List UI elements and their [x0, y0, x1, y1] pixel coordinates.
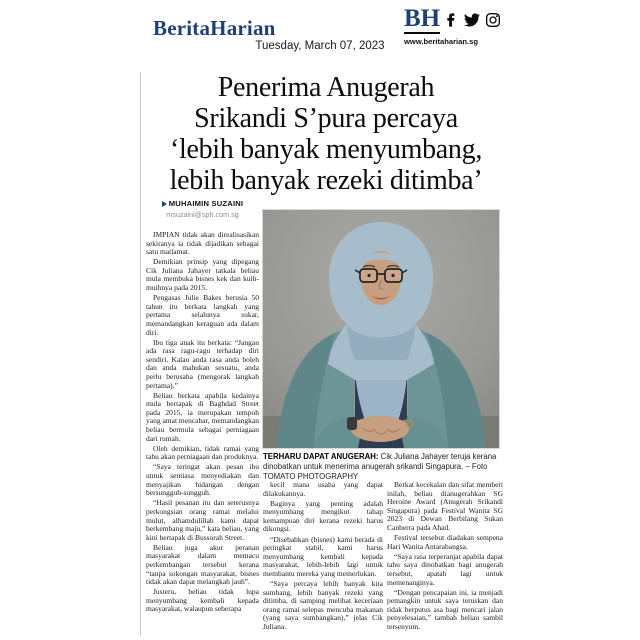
headline-line: ‘lebih banyak menyumbang,	[169, 134, 483, 165]
author-email: msuzaini@sph.com.sg	[166, 210, 239, 219]
photo-caption	[263, 452, 503, 482]
article-paragraph: Demikian prinsip yang dipegang Cik Juliana Jahayer tatkala beliau mula membuka bisnes kek dan kuih-muihnya pada 2015.	[146, 257, 259, 293]
headline-line: lebih banyak rezeki ditimba’	[169, 165, 483, 196]
body-column-middle	[263, 481, 383, 638]
article-paragraph: Oleh demikian, tidak ramai yang tahu akan perniagaan dan produknya.	[146, 443, 259, 462]
article-paragraph: Ibu tiga anak itu berkata: “Jangan ada rasa ragu-ragu terhadap diri sendiri. Kalau anda rasa anda boleh dan anda mahukan sesuatu, anda perlu berusaha (mengorak langkah pertama).”	[146, 337, 259, 390]
bh-logo: BH	[404, 5, 441, 32]
byline-author-row	[146, 199, 259, 208]
column-rule	[140, 72, 141, 636]
article-photo	[263, 210, 499, 448]
headline-line: Srikandi S’pura percaya	[194, 103, 458, 134]
body-column-left	[146, 231, 259, 636]
twitter-icon[interactable]	[464, 12, 480, 28]
article-paragraph: “Hasil pesanan itu dan seterusnya perkongsian orang ramai melalui mulut, alhamdulillah kami dapat berkembang maju,” kata beliau, yang kini bertapak di Bussorah Street.	[146, 498, 259, 542]
article-paragraph: “Saya percaya lebih banyak kita sumbang, lebih banyak rezeki yang ditimba, di samping melihat keceriaan orang ramai selepas mencuba makanan (yang saya sumbangkan),” jelas Cik Juliana.	[263, 579, 383, 631]
article-paragraph: Beliau juga akur peranan masyarakat dalam memacu perkembangan tersebut kerana “tanpa sokongan masyarakat, bisnes tidak akan dapat melangkah jauh”.	[146, 542, 259, 587]
instagram-icon[interactable]	[485, 12, 501, 28]
issue-date: Tuesday, March 07, 2023	[255, 40, 385, 52]
article-paragraph: kecil mana usaha yang dapat dilakukannya.	[263, 481, 383, 498]
article-headline	[146, 72, 506, 196]
caption-text: Cik Juliana Jahayer teruja kerana dinobatkan untuk menerima anugerah srikandi Singapura. – Foto TOMATO PHOTOGRAPHY	[263, 452, 497, 481]
article-paragraph: Beliau berkata apabila kedainya mula bertapak di Baghdad Street pada 2015, ia merupakan tempoh yang amat mencabar, memandangkan beliau bermula sebagai perniagaan dari rumah.	[146, 390, 259, 443]
portrait-illustration	[263, 210, 499, 448]
article-paragraph: Berkat kecekalan dan sifat memberi inilah, beliau dianugerahkan SG Heroine Award (Anugerah Srikandi Singapura) pada Festival Wanita SG 2023 di Dewan Berbilang Sukan Canberra pada Ahad.	[387, 481, 503, 532]
caption-lead: TERHARU DAPAT ANUGERAH:	[263, 452, 379, 461]
byline	[146, 199, 259, 219]
facebook-icon[interactable]	[443, 12, 459, 28]
social-icons	[443, 12, 501, 28]
berita-harian-logo: BeritaHarian	[153, 16, 276, 40]
article-paragraph: “Saya teringat akan pesan ibu untuk sentiasa menyediakan dan menyajikan hidangan dengan bersungguh-sungguh.	[146, 462, 259, 498]
headline-line: Penerima Anugerah	[217, 72, 435, 103]
article-paragraph: IMPIAN tidak akan direalisasikan sekiranya ia tidak dijadikan sebagai satu matlamat.	[146, 231, 259, 257]
article-paragraph: “Disebabkan (bisnes) kami berada di peringkat stabil, kami harus menyumbang kembali kepada masyarakat, lebih-lebih lagi untuk membantu mereka yang memerlukan.	[263, 534, 383, 578]
article-paragraph: Pengasas Julie Bakes berusia 50 tahun itu berkata langkah yang pertama selalunya sukar, memandangkan keraguan ada dalam diri.	[146, 293, 259, 337]
byline-arrow-icon	[162, 201, 167, 207]
article-paragraph: Festival tersebut diadakan sempena Hari Wanita Antarabangsa.	[387, 533, 503, 551]
body-column-right	[387, 481, 503, 638]
article-paragraph: “Dengan pencapaian ini, ia menjadi pemangkin untuk saya teruskan dan tidak berputus asa bagi mencari jalan penyelesaian,” tambah beliau sambil tersenyum.	[387, 587, 503, 631]
article-paragraph: “Saya rasa terperanjat apabila dapat tahu saya dinobatkan bagi anugerah tersebut, apatah lagi untuk memenanginya.	[387, 551, 503, 587]
website-url[interactable]: www.beritaharian.sg	[404, 37, 478, 46]
article-paragraph: Justeru, beliau tidak lupa menyumbang kembali kepada masyarakat, walaupun seberapa	[146, 587, 259, 614]
article-paragraph: Baginya yang penting adalah menyumbang mengikut tahap kemampuan diri kerana rezeki harus dikongsi.	[263, 498, 383, 534]
author-name: MUHAIMIN SUZAINI	[168, 199, 244, 208]
